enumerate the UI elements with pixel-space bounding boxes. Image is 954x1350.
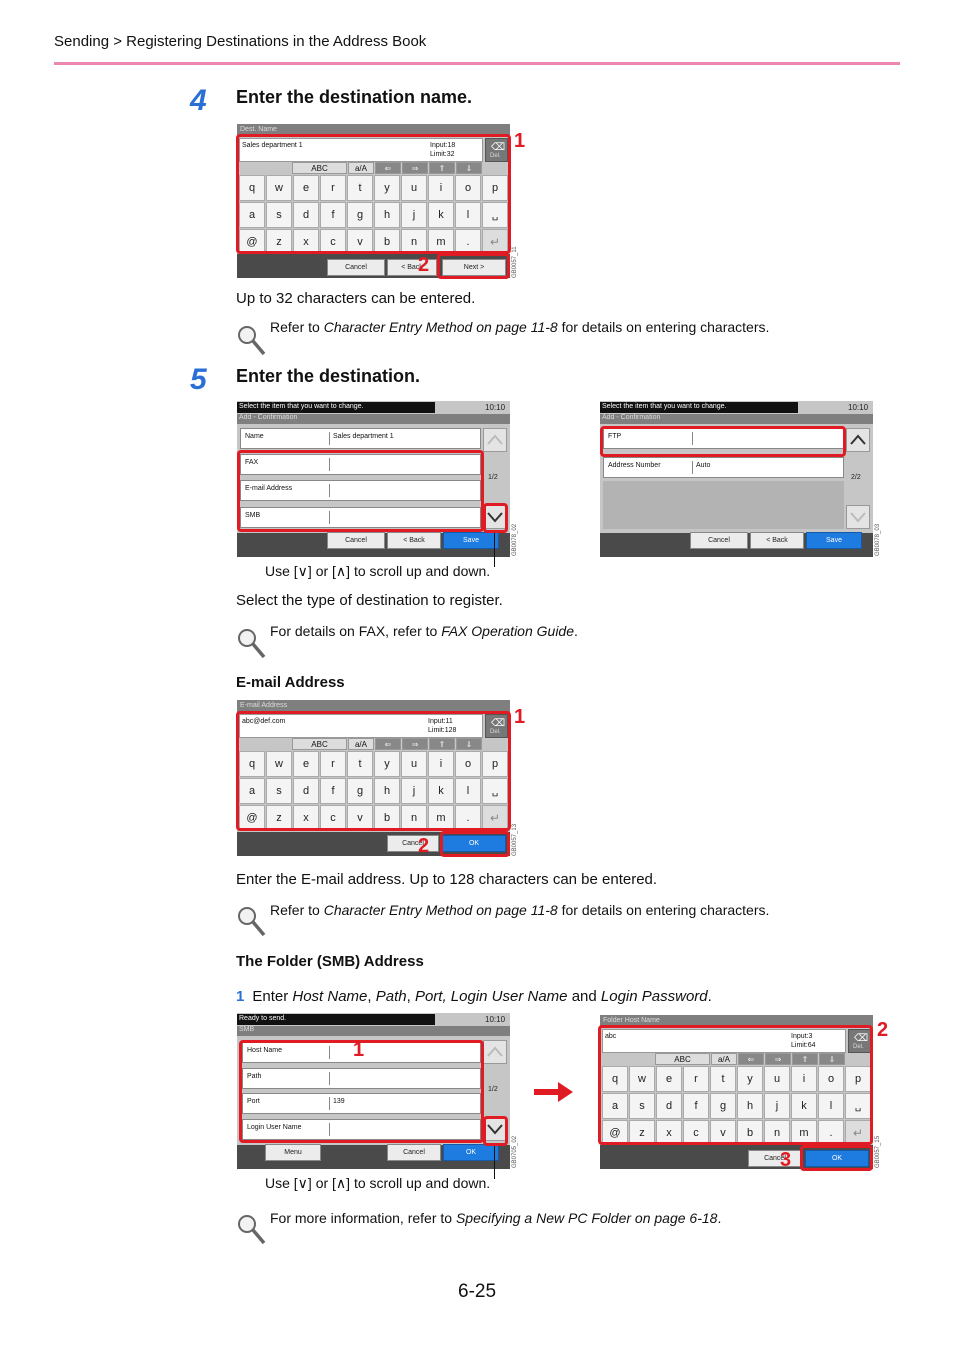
screen-title: Dest. Name xyxy=(237,124,510,137)
callout-number-1: 1 xyxy=(514,706,526,728)
row-port[interactable]: Port 139 xyxy=(242,1093,481,1114)
chevron-up-icon xyxy=(484,1041,506,1063)
key-at[interactable]: @ xyxy=(602,1120,628,1146)
key-y[interactable]: y xyxy=(374,175,400,201)
callout-number-3: 3 xyxy=(780,1149,792,1171)
key-x[interactable]: x xyxy=(293,805,319,831)
row-host-name[interactable]: Host Name xyxy=(242,1042,481,1063)
key-e[interactable]: e xyxy=(656,1066,682,1092)
callout-box-2 xyxy=(440,831,510,857)
input-limit: Limit:64 xyxy=(791,1042,816,1049)
key-q[interactable]: q xyxy=(239,175,265,201)
space-icon: ␣ xyxy=(491,786,499,797)
key-v[interactable]: v xyxy=(347,805,373,831)
key-p[interactable]: p xyxy=(482,751,508,777)
clock: 10:10 xyxy=(848,403,869,412)
callout-number-1: 1 xyxy=(514,130,526,152)
key-l[interactable]: l xyxy=(455,202,481,228)
email-note: Refer to Character Entry Method on page 11-8 for details on entering characters. xyxy=(270,902,770,918)
cursor-right-icon[interactable]: ⇒ xyxy=(402,162,428,174)
key-u[interactable]: u xyxy=(401,751,427,777)
callout-box-scroll xyxy=(483,503,508,533)
leader-line xyxy=(494,533,495,567)
key-at[interactable]: @ xyxy=(239,805,265,831)
key-f[interactable]: f xyxy=(320,202,346,228)
key-m[interactable]: m xyxy=(791,1120,817,1146)
key-a[interactable]: a xyxy=(239,202,265,228)
key-x[interactable]: x xyxy=(293,229,319,255)
page-indicator: 1/2 xyxy=(488,474,498,481)
next-button[interactable]: Next > xyxy=(442,259,506,276)
ok-button[interactable]: OK xyxy=(805,1150,869,1167)
key-y[interactable]: y xyxy=(374,751,400,777)
input-count: Input:11 xyxy=(428,718,453,725)
row-path[interactable]: Path xyxy=(242,1068,481,1089)
callout-box-1 xyxy=(236,134,511,254)
key-r[interactable]: r xyxy=(320,175,346,201)
key-g[interactable]: g xyxy=(347,778,373,804)
key-s[interactable]: s xyxy=(266,778,292,804)
enter-icon: ↵ xyxy=(489,811,501,825)
screen-title: SMB xyxy=(237,1026,510,1036)
key-h[interactable]: h xyxy=(737,1093,763,1119)
key-u[interactable]: u xyxy=(401,175,427,201)
key-period[interactable]: . xyxy=(818,1120,844,1146)
ok-button[interactable]: OK xyxy=(443,1144,499,1161)
cursor-down-icon[interactable]: ⇓ xyxy=(456,162,482,174)
cancel-button[interactable]: Cancel xyxy=(327,259,385,276)
host-name-input-value: abc xyxy=(605,1033,617,1040)
cursor-up-icon[interactable]: ⇑ xyxy=(429,162,455,174)
step-4-number: 4 xyxy=(190,84,207,117)
magnifier-icon xyxy=(236,627,266,659)
cursor-down-icon[interactable]: ⇓ xyxy=(456,738,482,750)
backspace-button[interactable]: ⌫ Del. xyxy=(485,714,508,738)
clock: 10:10 xyxy=(485,1015,506,1024)
scroll-caption: Use [∨] or [∧] to scroll up and down. xyxy=(265,1175,491,1191)
key-c[interactable]: c xyxy=(683,1120,709,1146)
key-period[interactable]: . xyxy=(455,229,481,255)
select-type-text: Select the type of destination to register. xyxy=(236,592,503,609)
email-input-value: abc@def.com xyxy=(242,718,286,725)
key-c[interactable]: c xyxy=(320,805,346,831)
screen-code: GB0057_13 xyxy=(512,823,518,856)
key-i[interactable]: i xyxy=(428,751,454,777)
status-message: Ready to send. xyxy=(237,1014,435,1025)
key-v[interactable]: v xyxy=(347,229,373,255)
key-s[interactable]: s xyxy=(629,1093,655,1119)
key-g[interactable]: g xyxy=(347,202,373,228)
case-button[interactable]: a/A xyxy=(348,162,374,174)
key-m[interactable]: m xyxy=(428,229,454,255)
cancel-button[interactable]: Cancel xyxy=(327,532,385,549)
callout-box-1 xyxy=(236,711,511,831)
key-k[interactable]: k xyxy=(428,778,454,804)
key-g[interactable]: g xyxy=(710,1093,736,1119)
header-rule xyxy=(54,62,900,65)
key-p[interactable]: p xyxy=(482,175,508,201)
callout-number-2: 2 xyxy=(877,1019,889,1041)
screen-code: GB0078_03 xyxy=(875,523,881,556)
step-4-title: Enter the destination name. xyxy=(236,87,473,107)
step-5-title: Enter the destination. xyxy=(236,366,421,386)
input-limit: Limit:32 xyxy=(430,151,455,158)
step-5-number: 5 xyxy=(190,363,207,396)
screen-code: GB0705_02 xyxy=(512,1135,518,1168)
magnifier-icon xyxy=(236,1213,266,1245)
smb-heading: The Folder (SMB) Address xyxy=(236,953,424,970)
scroll-up-button[interactable] xyxy=(483,428,507,452)
key-f[interactable]: f xyxy=(683,1093,709,1119)
backspace-icon: ⌫ xyxy=(854,1033,869,1044)
key-t[interactable]: t xyxy=(347,175,373,201)
screen-title: Add - Confirmation xyxy=(237,414,510,424)
key-r[interactable]: r xyxy=(320,751,346,777)
cursor-up-icon[interactable]: ⇑ xyxy=(792,1053,818,1065)
key-s[interactable]: s xyxy=(266,202,292,228)
key-d[interactable]: d xyxy=(656,1093,682,1119)
key-w[interactable]: w xyxy=(629,1066,655,1092)
cancel-button[interactable]: Cancel xyxy=(387,835,439,852)
cancel-button[interactable]: Cancel xyxy=(690,532,748,549)
key-o[interactable]: o xyxy=(818,1066,844,1092)
cursor-left-icon[interactable]: ⇐ xyxy=(375,162,401,174)
key-at[interactable]: @ xyxy=(239,229,265,255)
chevron-down-icon xyxy=(847,506,869,528)
page-indicator: 1/2 xyxy=(488,1086,498,1093)
key-w[interactable]: w xyxy=(266,175,292,201)
callout-box-2 xyxy=(598,1025,873,1145)
screen-title: Folder Host Name xyxy=(600,1015,873,1028)
cursor-up-icon[interactable]: ⇑ xyxy=(429,738,455,750)
space-icon: ␣ xyxy=(854,1101,862,1112)
enter-icon: ↵ xyxy=(852,1126,864,1140)
key-t[interactable]: t xyxy=(710,1066,736,1092)
row-fax[interactable]: FAX xyxy=(240,454,481,475)
key-b[interactable]: b xyxy=(737,1120,763,1146)
key-l[interactable]: l xyxy=(818,1093,844,1119)
back-button[interactable]: < Back xyxy=(387,259,437,276)
breadcrumb: Sending > Registering Destinations in the Address Book xyxy=(54,33,427,50)
key-f[interactable]: f xyxy=(320,778,346,804)
key-m[interactable]: m xyxy=(428,805,454,831)
case-button[interactable]: a/A xyxy=(348,738,374,750)
char-type-button[interactable]: ABC xyxy=(655,1053,710,1065)
chevron-up-icon xyxy=(847,429,869,451)
key-k[interactable]: k xyxy=(428,202,454,228)
page-number: 6-25 xyxy=(458,1281,497,1302)
backspace-button[interactable]: ⌫ Del. xyxy=(848,1029,871,1053)
row-address-number[interactable]: Address Number Auto xyxy=(603,457,844,478)
key-q[interactable]: q xyxy=(602,1066,628,1092)
key-e[interactable]: e xyxy=(293,751,319,777)
empty-list-area xyxy=(603,481,844,529)
screen-title: Add - Confirmation xyxy=(600,414,873,424)
magnifier-icon xyxy=(236,905,266,937)
scroll-caption: Use [∨] or [∧] to scroll up and down. xyxy=(265,563,491,579)
ok-button[interactable]: OK xyxy=(442,835,506,852)
key-a[interactable]: a xyxy=(239,778,265,804)
key-k[interactable]: k xyxy=(791,1093,817,1119)
status-message: Select the item that you want to change. xyxy=(600,402,798,413)
key-e[interactable]: e xyxy=(293,175,319,201)
scroll-down-button[interactable] xyxy=(846,505,870,529)
callout-number-1: 1 xyxy=(353,1039,365,1061)
key-n[interactable]: n xyxy=(401,805,427,831)
row-email[interactable]: E-mail Address xyxy=(240,480,481,501)
back-button[interactable]: < Back xyxy=(387,532,441,549)
clock: 10:10 xyxy=(485,403,506,412)
char-type-button[interactable]: ABC xyxy=(292,162,347,174)
back-button[interactable]: < Back xyxy=(750,532,804,549)
smb-note: For more information, refer to Specifying a New PC Folder on page 6-18. xyxy=(270,1210,722,1226)
arrow-right-icon xyxy=(534,1081,574,1103)
char-type-button[interactable]: ABC xyxy=(292,738,347,750)
input-count: Input:18 xyxy=(430,142,456,149)
menu-button[interactable]: Menu xyxy=(265,1144,321,1161)
key-u[interactable]: u xyxy=(764,1066,790,1092)
callout-number-2: 2 xyxy=(418,254,430,276)
key-d[interactable]: d xyxy=(293,202,319,228)
step-4-caption: Up to 32 characters can be entered. xyxy=(236,290,476,307)
key-z[interactable]: z xyxy=(266,229,292,255)
key-o[interactable]: o xyxy=(455,751,481,777)
cursor-left-icon[interactable]: ⇐ xyxy=(738,1053,764,1065)
email-heading: E-mail Address xyxy=(236,674,345,691)
row-login-user-name[interactable]: Login User Name xyxy=(242,1119,481,1140)
cursor-right-icon[interactable]: ⇒ xyxy=(765,1053,791,1065)
screen-title: E-mail Address xyxy=(237,700,510,713)
cursor-down-icon[interactable]: ⇓ xyxy=(819,1053,845,1065)
confirmation-screen-2 xyxy=(600,401,873,557)
scroll-up-button[interactable] xyxy=(846,428,870,452)
backspace-button[interactable]: ⌫ Del. xyxy=(485,138,508,162)
page-indicator: 2/2 xyxy=(851,474,861,481)
key-c[interactable]: c xyxy=(320,229,346,255)
key-i[interactable]: i xyxy=(791,1066,817,1092)
cursor-right-icon[interactable]: ⇒ xyxy=(402,738,428,750)
cancel-button[interactable]: Cancel xyxy=(748,1150,802,1167)
callout-number-2: 2 xyxy=(418,835,430,857)
key-t[interactable]: t xyxy=(347,751,373,777)
key-n[interactable]: n xyxy=(401,229,427,255)
cursor-left-icon[interactable]: ⇐ xyxy=(375,738,401,750)
leader-line xyxy=(494,1146,495,1179)
input-count: Input:3 xyxy=(791,1033,813,1040)
callout-box-destinations xyxy=(237,450,484,532)
callout-box-scroll xyxy=(483,1116,508,1146)
key-b[interactable]: b xyxy=(374,805,400,831)
save-button[interactable]: Save xyxy=(443,532,499,549)
smb-substep: 1 Enter Host Name, Path, Port, Login User Name and Login Password. xyxy=(236,988,712,1005)
input-limit: Limit:128 xyxy=(428,727,457,734)
screen-code: GB0057_15 xyxy=(875,1135,881,1168)
case-button[interactable]: a/A xyxy=(711,1053,737,1065)
status-message: Select the item that you want to change. xyxy=(237,402,435,413)
row-smb[interactable]: SMB xyxy=(240,507,481,528)
enter-icon: ↵ xyxy=(489,235,501,249)
row-name[interactable]: Name Sales department 1 xyxy=(240,428,481,449)
key-z[interactable]: z xyxy=(266,805,292,831)
key-w[interactable]: w xyxy=(266,751,292,777)
backspace-icon: ⌫ xyxy=(491,718,506,729)
key-h[interactable]: h xyxy=(374,202,400,228)
key-period[interactable]: . xyxy=(455,805,481,831)
callout-box-ftp xyxy=(600,426,846,457)
screen-code: GB0078_02 xyxy=(512,523,518,556)
key-j[interactable]: j xyxy=(764,1093,790,1119)
key-b[interactable]: b xyxy=(374,229,400,255)
key-h[interactable]: h xyxy=(374,778,400,804)
substep-number: 1 xyxy=(236,988,245,1005)
key-j[interactable]: j xyxy=(401,778,427,804)
step-4-note: Refer to Character Entry Method on page 11-8 for details on entering characters. xyxy=(270,319,770,335)
callout-box-2 xyxy=(437,253,510,279)
magnifier-icon xyxy=(236,324,266,356)
key-d[interactable]: d xyxy=(293,778,319,804)
key-i[interactable]: i xyxy=(428,175,454,201)
chevron-up-icon xyxy=(484,429,506,451)
key-a[interactable]: a xyxy=(602,1093,628,1119)
email-caption: Enter the E-mail address. Up to 128 characters can be entered. xyxy=(236,871,658,888)
screen-code: GB0057_11 xyxy=(512,246,518,278)
key-n[interactable]: n xyxy=(764,1120,790,1146)
save-button[interactable]: Save xyxy=(806,532,862,549)
scroll-up-button[interactable] xyxy=(483,1040,507,1064)
cancel-button[interactable]: Cancel xyxy=(387,1144,441,1161)
row-ftp[interactable]: FTP xyxy=(603,428,844,449)
name-input-value: Sales department 1 xyxy=(242,142,303,149)
key-v[interactable]: v xyxy=(710,1120,736,1146)
key-z[interactable]: z xyxy=(629,1120,655,1146)
fax-note: For details on FAX, refer to FAX Operation Guide. xyxy=(270,623,578,639)
key-r[interactable]: r xyxy=(683,1066,709,1092)
key-o[interactable]: o xyxy=(455,175,481,201)
backspace-icon: ⌫ xyxy=(491,142,506,153)
key-q[interactable]: q xyxy=(239,751,265,777)
key-j[interactable]: j xyxy=(401,202,427,228)
key-l[interactable]: l xyxy=(455,778,481,804)
key-y[interactable]: y xyxy=(737,1066,763,1092)
key-x[interactable]: x xyxy=(656,1120,682,1146)
key-p[interactable]: p xyxy=(845,1066,871,1092)
space-icon: ␣ xyxy=(491,210,499,221)
callout-box-3 xyxy=(800,1145,873,1171)
